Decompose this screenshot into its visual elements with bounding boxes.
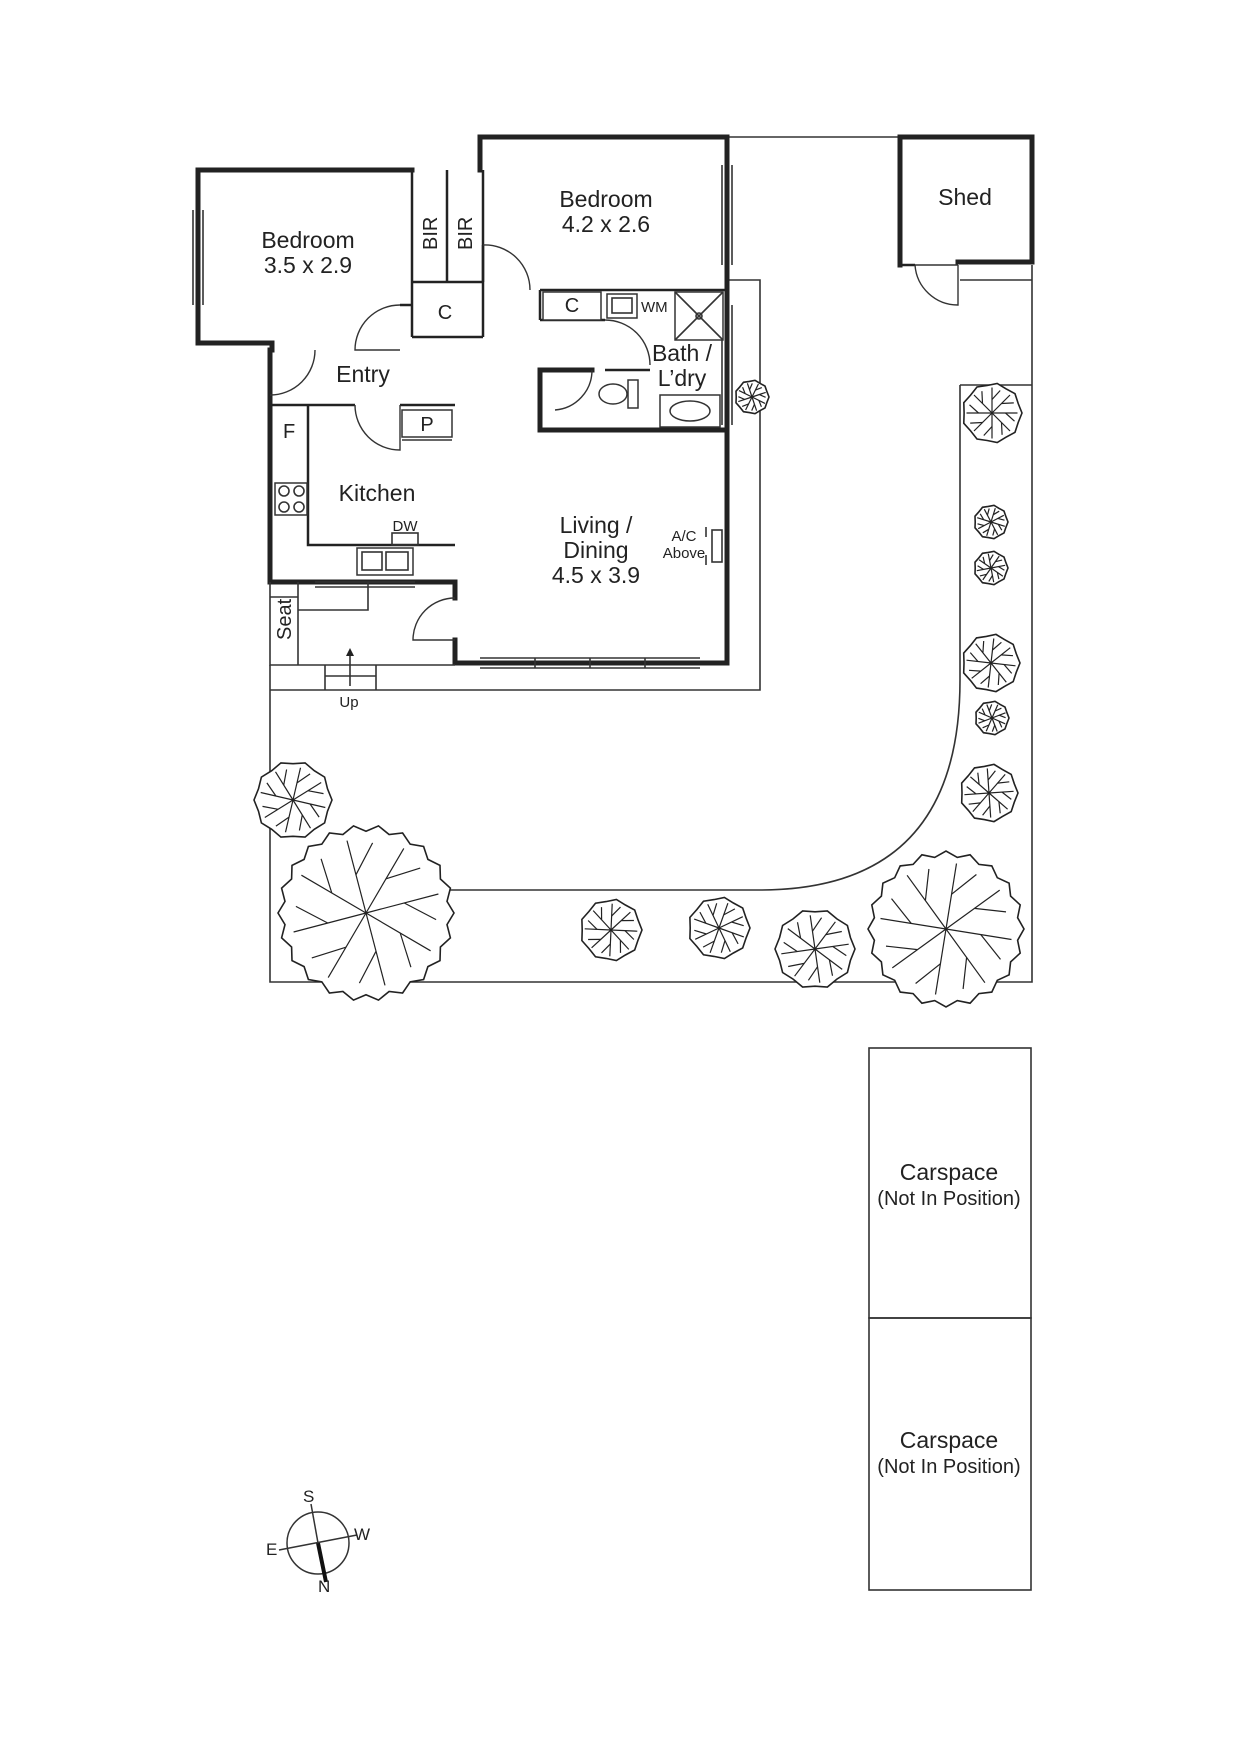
tree	[975, 505, 1008, 538]
tree	[278, 826, 454, 1000]
ac-label-line1: A/C	[671, 528, 697, 545]
bath-name-line2: L’dry	[657, 365, 707, 391]
up-label: Up	[339, 694, 359, 711]
bath-name-line1: Bath /	[651, 340, 713, 366]
wm-label: WM	[641, 299, 668, 316]
trees	[254, 380, 1024, 1007]
seat-label: Seat	[274, 598, 296, 640]
bir1-label: BIR	[420, 216, 442, 250]
bedroom1-dims: 3.5 x 2.9	[263, 252, 353, 278]
living-name-line1: Living /	[559, 512, 633, 538]
pantry-label: P	[420, 414, 434, 436]
compass-n: N	[318, 1577, 331, 1596]
entry-name: Entry	[336, 361, 390, 387]
carspace2-note: (Not In Position)	[877, 1456, 1021, 1478]
cupboard1-label: C	[437, 302, 453, 324]
tree	[964, 634, 1020, 691]
bedroom1-name: Bedroom	[261, 227, 355, 253]
fridge-label: F	[283, 421, 296, 443]
shed-name: Shed	[938, 184, 992, 210]
compass-e: E	[266, 1540, 278, 1559]
living-dims: 4.5 x 3.9	[551, 562, 641, 588]
compass-s: S	[303, 1487, 315, 1506]
cupboard2-label: C	[564, 295, 580, 317]
bedroom2-dims: 4.2 x 2.6	[561, 211, 651, 237]
compass-w: W	[354, 1525, 371, 1544]
tree	[962, 764, 1018, 821]
tree	[736, 380, 769, 413]
dw-label: DW	[392, 518, 418, 535]
kitchen-name: Kitchen	[338, 480, 416, 506]
tree	[775, 911, 855, 987]
carspace1-note: (Not In Position)	[877, 1188, 1021, 1210]
compass	[266, 1487, 370, 1596]
tree	[254, 763, 332, 837]
room-labels	[261, 184, 992, 588]
carspace2-name: Carspace	[899, 1427, 999, 1453]
tree	[868, 851, 1024, 1007]
tree	[976, 701, 1009, 734]
tree	[975, 551, 1008, 584]
tree	[690, 898, 750, 959]
tree	[964, 384, 1022, 443]
carspaces	[869, 1048, 1031, 1590]
ac-label-line2: Above	[662, 545, 706, 562]
bedroom2-name: Bedroom	[559, 186, 653, 212]
living-name-line2: Dining	[563, 537, 629, 563]
bir2-label: BIR	[455, 216, 477, 250]
carspace1-name: Carspace	[899, 1159, 999, 1185]
tree	[582, 900, 642, 961]
